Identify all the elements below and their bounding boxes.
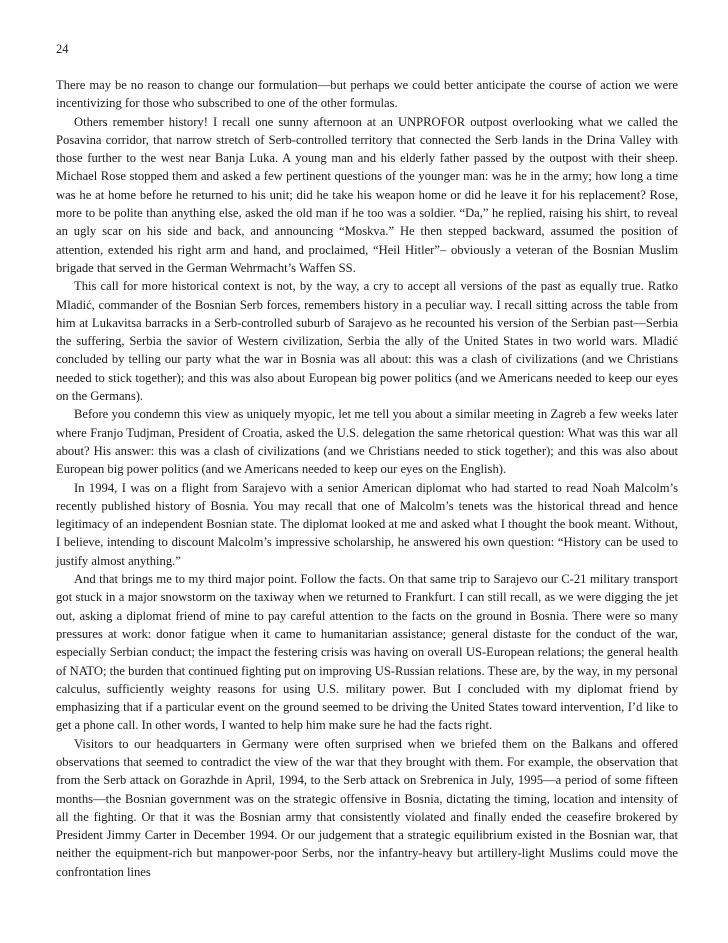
paragraph-7: Visitors to our headquarters in Germany were often surprised when we briefed them on the Balkans and offered observations that seemed to contradict the view of the war that they brought with them. For example, the observation that from the Serb attack on Gorazhde in April, 1994, to the Serb attack on Srebrenica in July, 1995—a period of some fifteen months—the Bosnian government was on the strategic offensive in Bosnia, dictating the timing, location and intensity of all the fighting. Or that it was the Bosnian army that consistently violated and finally ended the ceasefire brokered by President Jimmy Carter in December 1994. Or our judgement that a strategic equilibrium existed in the Bosnian war, that neither the equipment-rich but manpower-poor Serbs, nor the infantry-heavy but artillery-light Muslims could move the confrontation lines xyxy=(56,736,678,879)
paragraph-1: There may be no reason to change our formulation—but perhaps we could better anticipate the course of action we were incentivizing for those who subscribed to one of the other formulas. xyxy=(56,78,678,111)
page-number: 24 xyxy=(56,42,69,56)
paragraph-4: Before you condemn this view as uniquely myopic, let me tell you about a similar meeting in Zagreb a few weeks later where Franjo Tudjman, President of Croatia, asked the U.S. delegation the same rhetorical question: What was this war all about? His answer: this was a clash of civilizations (and we Christians needed to stick together); and this was also about European big power politics (and we Americans needed to keep our eyes on the English). xyxy=(56,407,678,477)
paragraph-2: Others remember history! I recall one sunny afternoon at an UNPROFOR outpost overlooking what we called the Posavina corridor, that narrow stretch of Serb-controlled territory that connected the Serb lands in the Drina Valley with those further to the west near Banja Luka. A young man and his elderly father passed by the outpost with their sheep. Michael Rose stopped them and asked a few pertinent questions of the younger man: was he in the army; how long a time was he at home before he returned to his unit; did he take his weapon home or did he leave it for his replacement? Rose, more to be polite than anything else, asked the old man if he too was a soldier. “Da,” he replied, raising his shirt, to reveal an ugly scar on his side and back, and announcing “Moskva.” He then stepped backward, assumed the position of attention, extended his right arm and hand, and proclaimed, “Heil Hitler”– obviously a veteran of the Bosnian Muslim brigade that served in the German Wehrmacht’s Waffen SS. xyxy=(56,114,678,275)
paragraph-5: In 1994, I was on a flight from Sarajevo with a senior American diplomat who had started to read Noah Malcolm’s recently published history of Bosnia. You may recall that one of Malcolm’s tenets was the historical thread and hence legitimacy of an independent Bosnian state. The diplomat looked at me and asked what I thought the book meant. Without, I believe, intending to discount Malcolm’s impressive scholarship, he answered his own question: “History can be used to justify almost anything.” xyxy=(56,480,678,568)
paragraph-6: And that brings me to my third major point. Follow the facts. On that same trip to Sarajevo our C-21 military transport got stuck in a major snowstorm on the taxiway when we returned to Frankfurt. I can still recall, as we were digging the jet out, asking a diplomat friend of mine to pay careful attention to the facts on the ground in Bosnia. There were so many pressures at work: donor fatigue when it came to humanitarian assistance; general distaste for the conduct of the war, especially Serbian conduct; the impact the festering crisis was having on overall US-European relations; the general health of NATO; the burden that continued fighting put on improving US-Russian relations. These are, by the way, in my personal calculus, sufficiently weighty reasons for using U.S. military power. But I concluded with my diplomat friend by emphasizing that if a particular event on the ground seemed to be driving the United States toward intervention, I’d like to get a phone call. In other words, I wanted to help him make sure he had the facts right. xyxy=(56,572,678,733)
paragraph-3: This call for more historical context is not, by the way, a cry to accept all versions of the past as equally true. Ratko Mladić, commander of the Bosnian Serb forces, remembers history in a peculiar way. I recall sitting across the table from him at Lukavitsa barracks in a Serb-controlled suburb of Sarajevo as he recounted his version of the Serbian past—Serbia the suffering, Serbia the savior of Western civilization, Serbia the ally of the United States in two world wars. Mladić concluded by telling our party what the war in Bosnia was all about: this was a clash of civilizations (and we Christians needed to stick together); and this was also about European big power politics (and we Americans needed to keep our eyes on the Germans). xyxy=(56,279,678,404)
document-page xyxy=(56,40,678,881)
